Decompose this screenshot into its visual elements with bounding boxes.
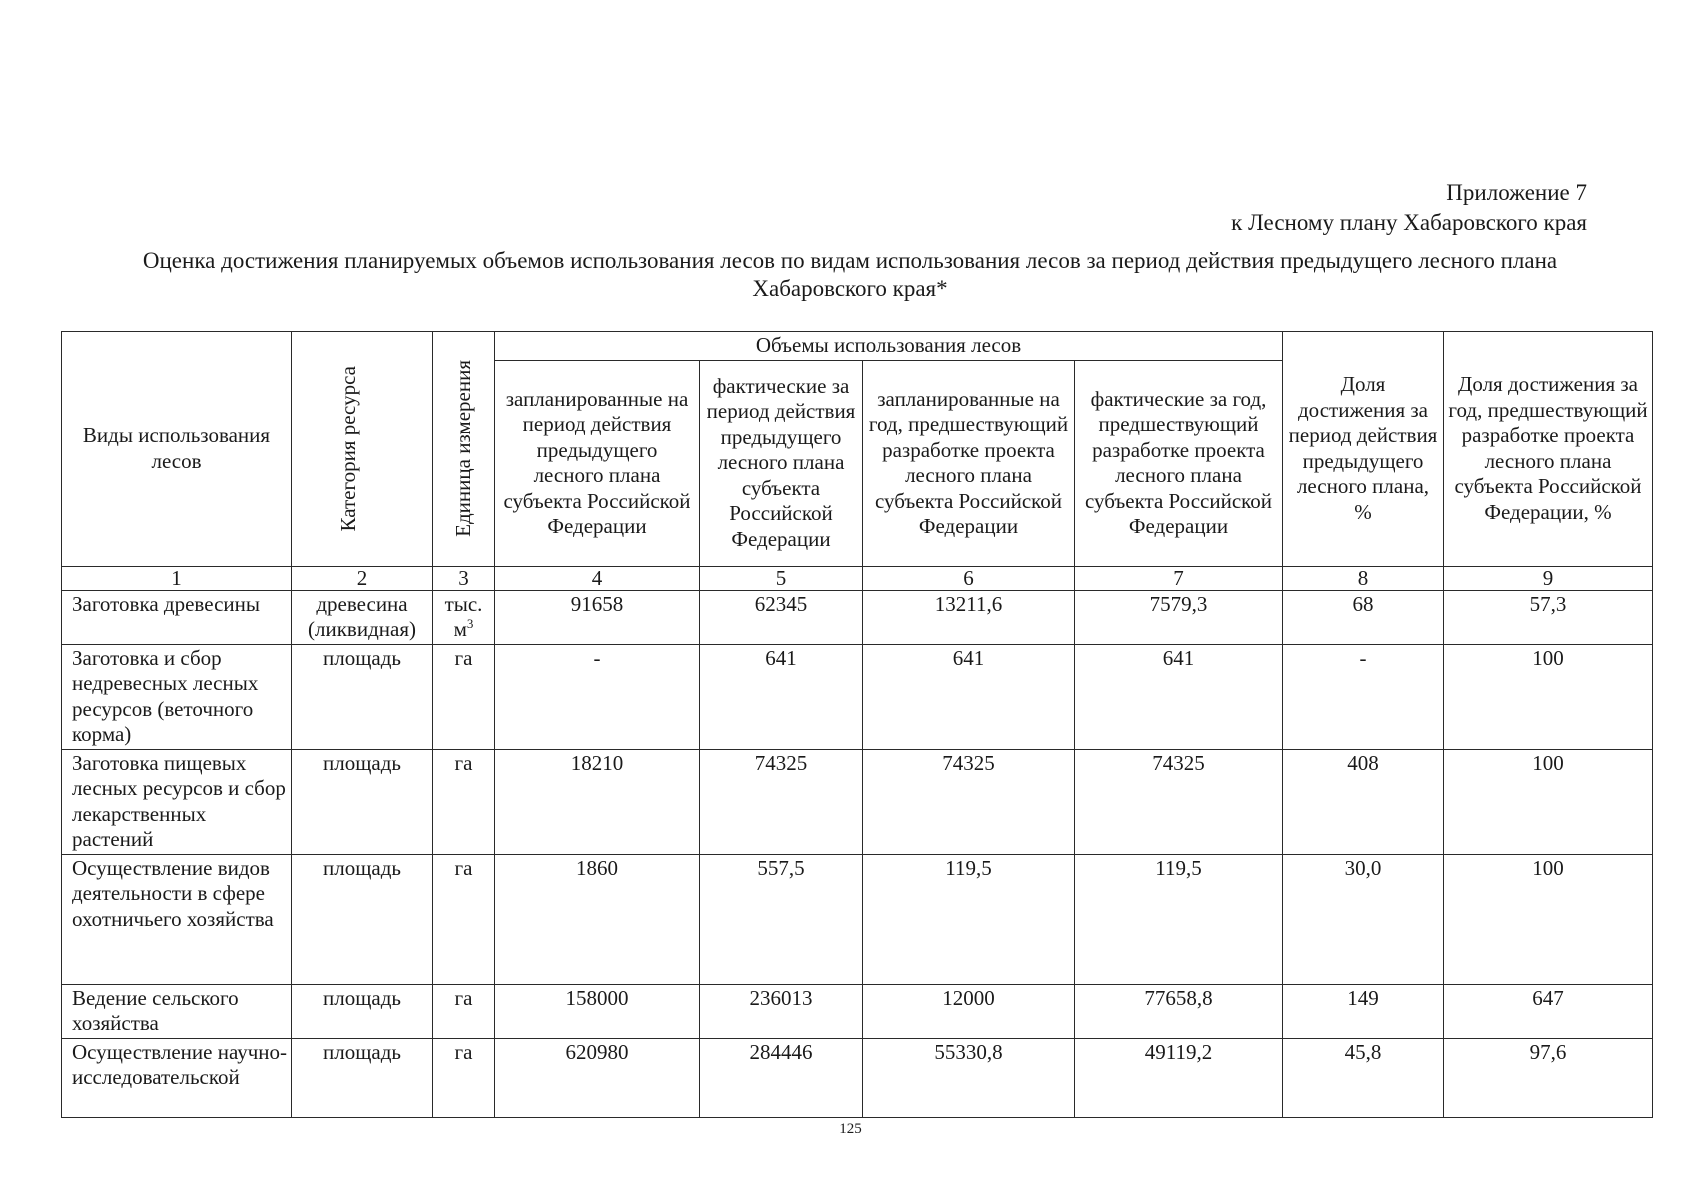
header-planned-period: запланированные на период действия предыдущего лесного плана субъекта Российской Федерации [495,360,700,566]
cell-actual-year: 74325 [1075,749,1283,854]
cell-share-year: 647 [1444,984,1653,1038]
cell-actual-year: 119,5 [1075,854,1283,984]
cell-actual-year: 77658,8 [1075,984,1283,1038]
forest-use-table [61,331,1653,1118]
cell-share-period: 30,0 [1283,854,1444,984]
column-number-row [62,566,1653,590]
document-title: Оценка достижения планируемых объемов использования лесов по видам использования лесов за период действия предыдущего лесного плана Хабаровского края* [142,248,1558,301]
cell-unit [433,590,495,644]
table-row [62,984,1653,1038]
header-volumes-group: Объемы использования лесов [495,332,1283,361]
cell-share-year: 57,3 [1444,590,1653,644]
column-number: 3 [433,566,495,590]
cell-planned-year: 55330,8 [863,1038,1075,1117]
header-share-period: Доля достижения за период действия предыдущего лесного плана, % [1283,332,1444,567]
cell-category: площадь [292,749,433,854]
table-row [62,749,1653,854]
cell-category: площадь [292,854,433,984]
column-number: 5 [700,566,863,590]
header-actual-year: фактические за год, предшествующий разработке проекта лесного плана субъекта Российской Федерации [1075,360,1283,566]
cell-kind: Заготовка древесины [62,590,292,644]
cell-planned-year: 12000 [863,984,1075,1038]
cell-kind: Осуществление видов деятельности в сфере охотничьего хозяйства [62,854,292,984]
cell-planned-period: 158000 [495,984,700,1038]
column-number: 2 [292,566,433,590]
cell-actual-period: 557,5 [700,854,863,984]
cell-share-period: 408 [1283,749,1444,854]
cell-share-period: - [1283,644,1444,749]
cell-actual-period: 284446 [700,1038,863,1117]
header-category-text: Категория ресурса [336,365,360,532]
cell-share-period: 68 [1283,590,1444,644]
cell-share-year: 100 [1444,749,1653,854]
cell-category: площадь [292,644,433,749]
cell-actual-year: 49119,2 [1075,1038,1283,1117]
header-unit [433,332,495,567]
cell-share-period: 149 [1283,984,1444,1038]
cell-actual-year: 641 [1075,644,1283,749]
cell-category: площадь [292,1038,433,1117]
cell-category: древесина (ликвидная) [292,590,433,644]
cell-planned-period: 91658 [495,590,700,644]
cell-planned-period: 18210 [495,749,700,854]
cell-share-year: 100 [1444,644,1653,749]
header-planned-year: запланированные на год, предшествующий разработке проекта лесного плана субъекта Российской Федерации [863,360,1075,566]
page-number: 125 [839,1121,862,1137]
column-number: 6 [863,566,1075,590]
unit-superscript: 3 [466,616,474,631]
table-row [62,590,1653,644]
column-number: 4 [495,566,700,590]
cell-actual-period: 62345 [700,590,863,644]
table-row [62,644,1653,749]
cell-kind: Заготовка и сбор недревесных лесных ресурсов (веточного корма) [62,644,292,749]
column-number: 9 [1444,566,1653,590]
cell-actual-year: 7579,3 [1075,590,1283,644]
cell-unit: га [433,984,495,1038]
cell-kind: Ведение сельского хозяйства [62,984,292,1038]
column-number: 1 [62,566,292,590]
cell-actual-period: 74325 [700,749,863,854]
cell-category: площадь [292,984,433,1038]
cell-unit: га [433,644,495,749]
cell-unit: га [433,749,495,854]
cell-planned-year: 74325 [863,749,1075,854]
cell-planned-year: 119,5 [863,854,1075,984]
cell-kind: Осуществление научно-исследовательской [62,1038,292,1117]
header-kind: Виды использования лесов [62,332,292,567]
cell-planned-period: 1860 [495,854,700,984]
header-share-year: Доля достижения за год, предшествующий разработке проекта лесного плана субъекта Российской Федерации, % [1444,332,1653,567]
cell-share-year: 97,6 [1444,1038,1653,1117]
table-row [62,854,1653,984]
cell-planned-period: 620980 [495,1038,700,1117]
table-row [62,1038,1653,1117]
column-number: 8 [1283,566,1444,590]
cell-share-period: 45,8 [1283,1038,1444,1117]
header-category [292,332,433,567]
unit-text: тыс. м [444,591,483,641]
cell-unit: га [433,1038,495,1117]
cell-planned-year: 13211,6 [863,590,1075,644]
appendix-number: Приложение 7 [1446,180,1587,205]
cell-actual-period: 641 [700,644,863,749]
header-actual-period: фактические за период действия предыдущего лесного плана субъекта Российской Федерации [700,360,863,566]
cell-actual-period: 236013 [700,984,863,1038]
cell-planned-period: - [495,644,700,749]
cell-share-year: 100 [1444,854,1653,984]
cell-planned-year: 641 [863,644,1075,749]
cell-unit: га [433,854,495,984]
appendix-reference: к Лесному плану Хабаровского края [1231,210,1587,235]
cell-kind: Заготовка пищевых лесных ресурсов и сбор лекарственных растений [62,749,292,854]
header-unit-text: Единица измерения [450,360,475,538]
column-number: 7 [1075,566,1283,590]
